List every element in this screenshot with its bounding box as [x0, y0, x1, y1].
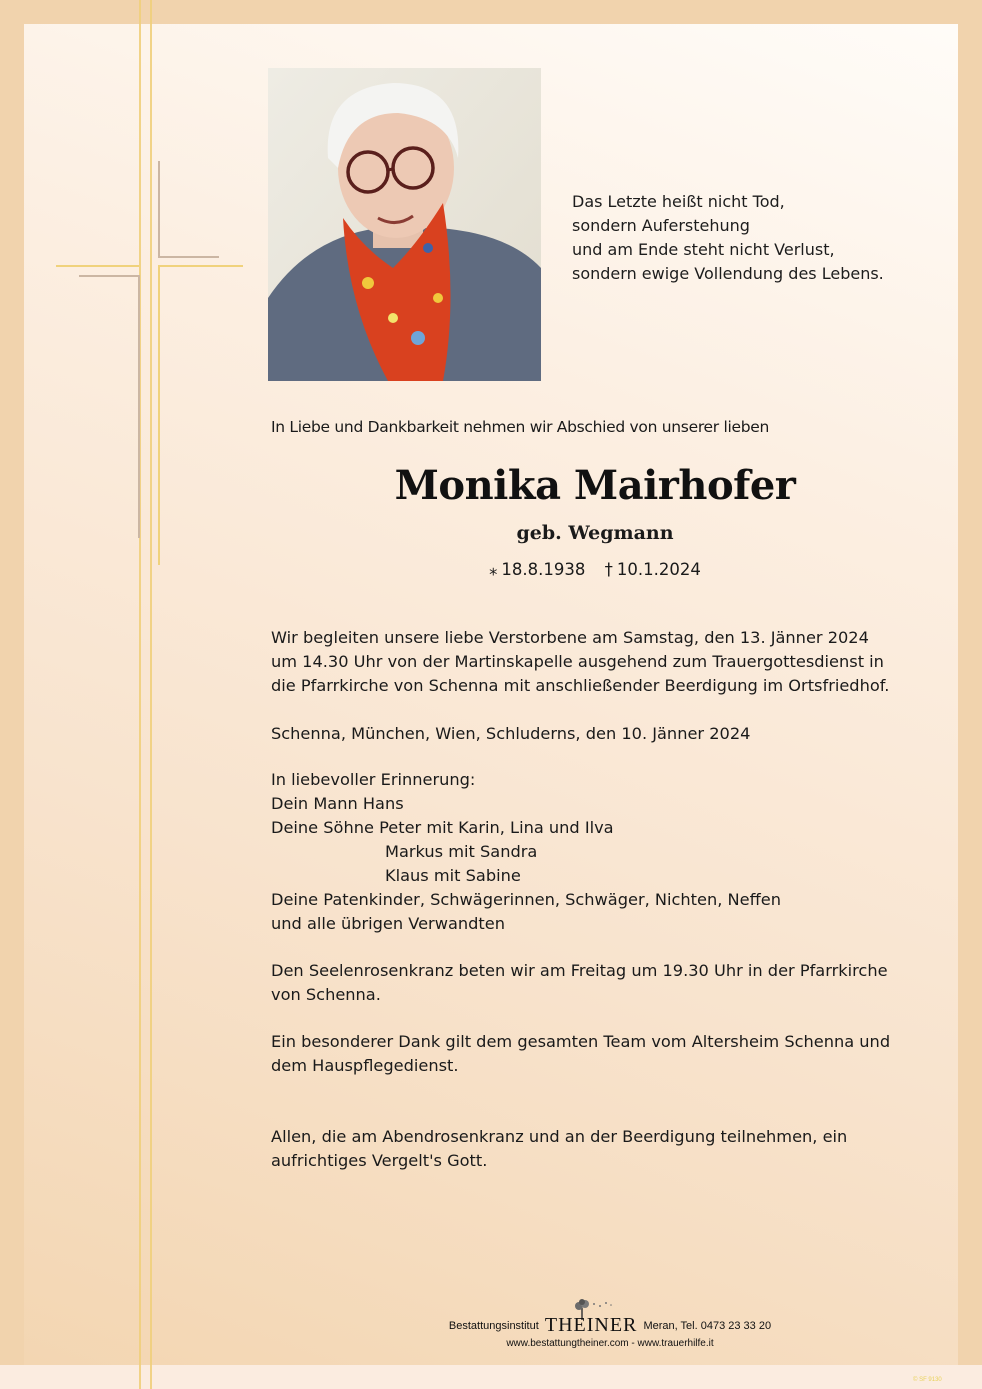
- quote-line: sondern Auferstehung: [572, 216, 750, 235]
- memorial-quote: [572, 190, 932, 286]
- rosary-line: Den Seelenrosenkranz beten wir am Freitag um 19.30 Uhr in der Pfarrkirche: [271, 961, 888, 980]
- place-date-text: Schenna, München, Wien, Schluderns, den 10. Jänner 2024: [271, 724, 751, 743]
- funeral-home-brand: THEINER: [544, 1314, 638, 1336]
- quote-line: und am Ende steht nicht Verlust,: [572, 240, 835, 259]
- funeral-line: Wir begleiten unsere liebe Verstorbene am Samstag, den 13. Jänner 2024: [271, 628, 869, 647]
- bottom-border: [0, 1365, 982, 1389]
- place-date: [271, 722, 931, 746]
- rosary-notice: [271, 959, 931, 1007]
- death-cross-icon: †: [604, 560, 613, 579]
- footer-contact-line: [440, 1314, 780, 1337]
- mourners-list: [271, 768, 931, 936]
- mourners-heading: In liebevoller Erinnerung:: [271, 770, 476, 789]
- portrait-photo: [268, 68, 541, 381]
- funeral-details: [271, 626, 931, 698]
- mourner-line: Dein Mann Hans: [271, 794, 404, 813]
- death-date: 10.1.2024: [616, 560, 701, 579]
- mourner-line: Markus mit Sandra: [385, 842, 538, 861]
- right-border: [958, 0, 982, 1389]
- birth-date: 18.8.1938: [501, 560, 586, 579]
- mourner-line: Klaus mit Sabine: [385, 866, 521, 885]
- portrait-illustration: [268, 68, 541, 381]
- birth-star-icon: ⁎: [489, 560, 498, 579]
- funeral-line: die Pfarrkirche von Schenna mit anschließender Beerdigung im Ortsfriedhof.: [271, 676, 890, 695]
- thanks-line: dem Hauspflegedienst.: [271, 1056, 459, 1075]
- deceased-name: Monika Mairhofer: [394, 462, 796, 509]
- footer-prefix: Bestattungsinstitut: [448, 1320, 539, 1332]
- thanks-line: Ein besonderer Dank gilt dem gesamten Team vom Altersheim Schenna und: [271, 1032, 891, 1051]
- intro-text: In Liebe und Dankbarkeit nehmen wir Abschied von unserer lieben: [271, 418, 770, 436]
- thanks-notice: [271, 1030, 931, 1078]
- corner-code: © SF 9130: [913, 1377, 942, 1383]
- rosary-line: von Schenna.: [271, 985, 381, 1004]
- closing-line: Allen, die am Abendrosenkranz und an der Beerdigung teilnehmen, ein: [271, 1127, 848, 1146]
- quote-line: sondern ewige Vollendung des Lebens.: [572, 264, 884, 283]
- quote-line: Das Letzte heißt nicht Tod,: [572, 192, 785, 211]
- footer-websites: www.bestattungtheiner.com - www.trauerhilfe.it: [506, 1338, 714, 1349]
- maiden-name: geb. Wegmann: [516, 522, 674, 544]
- funeral-line: um 14.30 Uhr von der Martinskapelle ausgehend zum Trauergottesdienst in: [271, 652, 884, 671]
- closing-line: aufrichtiges Vergelt's Gott.: [271, 1151, 488, 1170]
- gold-vertical-line-right: [150, 0, 152, 1389]
- mourner-line: und alle übrigen Verwandten: [271, 914, 505, 933]
- mourner-line: Deine Patenkinder, Schwägerinnen, Schwäger, Nichten, Neffen: [271, 890, 781, 909]
- closing-notice: [271, 1125, 931, 1173]
- mourner-line: Deine Söhne Peter mit Karin, Lina und Ilva: [271, 818, 614, 837]
- gold-vertical-line-left: [139, 0, 141, 1389]
- life-dates: [270, 560, 920, 579]
- footer-phone: Meran, Tel. 0473 23 33 20: [643, 1320, 772, 1332]
